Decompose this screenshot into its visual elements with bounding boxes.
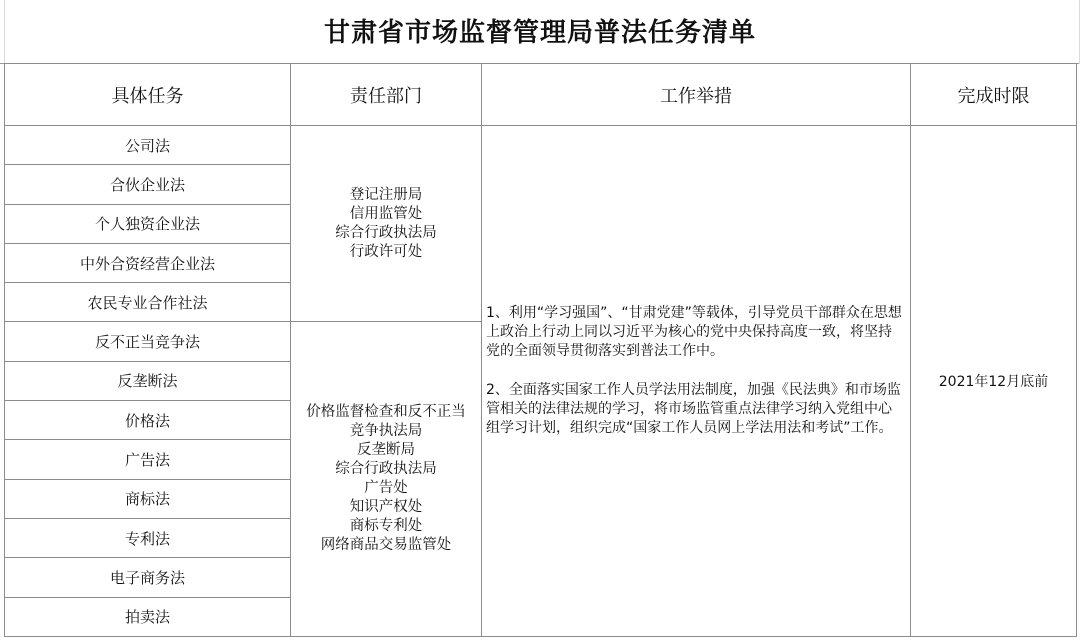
measure-item: 1、利用“学习强国”、“甘肃党建”等载体，引导党员干部群众在思想上政治上行动上同以习近平为核心的党中央保持高度一致，将坚持党的全面领导贯彻落实到普法工作中。 (486, 304, 902, 359)
dept-line: 登记注册局 (349, 186, 423, 203)
task-cell: 价格法 (5, 401, 291, 440)
dept-cell-group1 (291, 126, 482, 322)
task-table (4, 63, 1077, 637)
task-cell: 广告法 (5, 440, 291, 479)
dept-cell-group2 (291, 322, 482, 636)
dept-line: 综合行政执法局 (335, 224, 437, 241)
task-cell: 商标法 (5, 479, 291, 518)
dept-line: 信用监管处 (349, 205, 423, 222)
table-row (5, 126, 1077, 165)
task-cell: 拍卖法 (5, 597, 291, 636)
dept-line: 商标专利处 (349, 518, 423, 535)
dept-line: 反垄断局 (357, 442, 415, 459)
task-cell: 中外合资经营企业法 (5, 243, 291, 282)
task-cell: 合伙企业法 (5, 165, 291, 204)
header-deadline: 完成时限 (911, 64, 1077, 126)
task-cell: 公司法 (5, 126, 291, 165)
document-title: 甘肃省市场监督管理局普法任务清单 (323, 18, 756, 48)
deadline-cell: 2021年12月底前 (911, 126, 1077, 637)
task-cell: 反垄断法 (5, 361, 291, 400)
dept-line: 行政许可处 (349, 243, 423, 260)
dept-line: 广告处 (364, 480, 408, 497)
task-cell: 个人独资企业法 (5, 204, 291, 243)
measure-item: 2、全面落实国家工作人员学法用法制度，加强《民法典》和市场监管相关的法律法规的学习，将市场监管重点法律学习纳入党组中心组学习计划，组织完成“国家工作人员网上学法用法和考试”工作。 (486, 381, 901, 436)
header-measures: 工作举措 (482, 64, 911, 126)
header-row (5, 64, 1077, 126)
measures-cell (482, 126, 911, 637)
dept-line: 综合行政执法局 (335, 461, 437, 478)
title-row (0, 0, 1080, 64)
task-cell: 反不正当竞争法 (5, 322, 291, 361)
task-cell: 专利法 (5, 518, 291, 557)
header-task: 具体任务 (5, 64, 291, 126)
dept-line: 网络商品交易监管处 (320, 537, 452, 554)
task-cell: 农民专业合作社法 (5, 283, 291, 322)
dept-line: 价格监督检查和反不正当 (306, 404, 466, 421)
dept-line: 竞争执法局 (349, 423, 423, 440)
header-dept: 责任部门 (291, 64, 482, 126)
task-cell: 电子商务法 (5, 558, 291, 597)
dept-line: 知识产权处 (349, 499, 423, 516)
